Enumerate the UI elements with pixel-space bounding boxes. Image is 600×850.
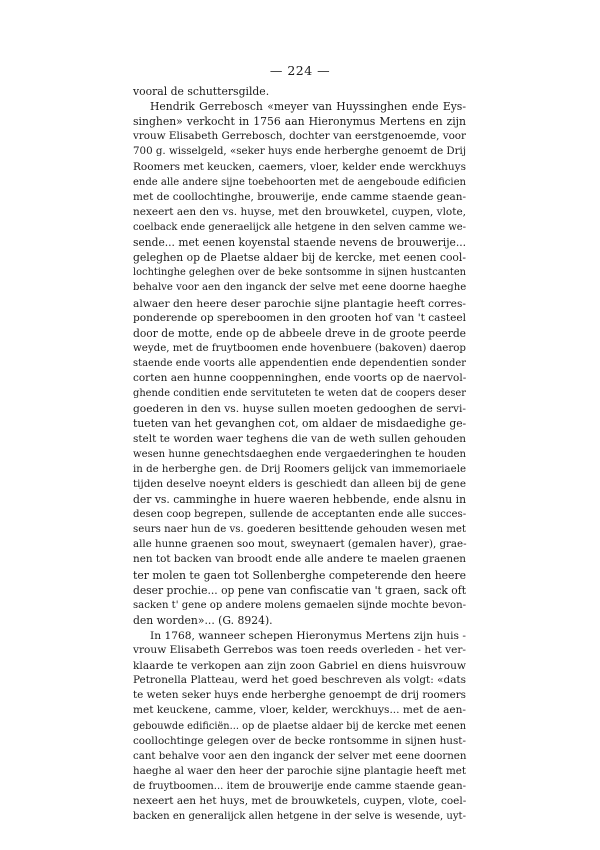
text-line: weyde, met de fruytboomen ende hovenbuere (bakoven) daerop <box>133 341 466 354</box>
text-line: sende... met eenen koyenstal staende nevens de brouwerije... <box>133 236 466 250</box>
text-line: In 1768, wanneer schepen Hieronymus Mertens zijn huis - <box>150 628 466 642</box>
text-line: geleghen op de Plaetse aldaer bij de kercke, met eenen cool- <box>133 251 466 265</box>
text-line: sacken t' gene op andere molens gemaelen sijnde mochte bevon- <box>133 599 467 611</box>
text-line: ponderende op spereboomen in den grooten hof van 't casteel <box>133 311 467 324</box>
text-line: der vs. camminghe in huere waeren hebbende, ende alsnu in <box>133 492 466 506</box>
text-line: te weten seker huys ende herberghe genoempt de drij roomers <box>133 689 466 702</box>
text-line: in de herberghe gen. de Drij Roomers gelijck van immemoriaele <box>133 463 467 475</box>
text-line: ghende conditien ende servituteten te weten dat de coopers deser <box>133 388 466 400</box>
text-line: vrouw Elisabeth Gerrebos was toen reeds overleden - het ver- <box>133 644 466 657</box>
text-line: tijden deselve noeynt elders is geschiedt dan alleen bij de gene <box>133 477 466 490</box>
page-number: — 224 — <box>269 63 331 78</box>
text-line: vrouw Elisabeth Gerrebosch, dochter van eerstgenoemde, voor <box>133 130 466 143</box>
text-line: door de motte, ende op de abbeele dreve in de groote peerde <box>133 326 466 340</box>
text-line: nexeert aen den vs. huyse, met den brouwketel, cuypen, vlote, <box>133 205 466 218</box>
body-text <box>133 84 466 824</box>
text-line: goederen in den vs. huyse sullen moeten gedooghen de servi- <box>133 402 466 416</box>
text-line: seurs naer hun de vs. goederen besittende gehouden wesen met <box>133 524 466 536</box>
text-line: lochtinghe geleghen over de beke sontsomme in sijnen hustcanten <box>133 267 466 279</box>
text-line: Petronella Platteau, werd het goed beschreven als volgt: «dats <box>133 674 466 687</box>
text-line: ende alle andere sijne toebehoorten met de aengeboude edificien <box>133 176 466 188</box>
text-line: den worden»... (G. 8924). <box>133 613 273 627</box>
text-line: nen tot backen van broodt ende alle andere te maelen graenen <box>133 553 466 566</box>
text-line: cant behalve voor aen den inganck der selver met eene doornen <box>133 750 467 762</box>
text-line: stelt te worden waer teghens die van de weth sullen gehouden <box>133 432 466 445</box>
text-line: corten aen hunne cooppenninghen, ende voorts op de naervol- <box>133 372 467 385</box>
text-line: vooral de schuttersgilde. <box>133 85 270 98</box>
text-line: klaarde te verkopen aan zijn zoon Gabriel en diens huisvrouw <box>133 659 466 673</box>
text-line: ter molen te gaen tot Sollenberghe competerende den heere <box>133 568 466 582</box>
text-line: haeghe al waer den heer der parochie sijne plantagie heeft met <box>133 764 466 777</box>
text-line: behalve voor aen den inganck der selve met eene doorne haeghe <box>133 282 467 294</box>
text-line: deser prochie... op pene van confiscatie van 't graen, sack oft <box>133 583 466 597</box>
text-line: nexeert aen het huys, met de brouwketels, cuypen, vlote, coel- <box>133 795 467 808</box>
text-line: coelback ende generaelijck alle hetgene in den selven camme we- <box>133 221 466 233</box>
text-line: backen en generalijck allen hetgene in der selve is wesende, uyt- <box>133 811 466 823</box>
text-line: met de coollochtinghe, brouwerije, ende camme staende gean- <box>133 190 466 203</box>
text-line: 700 g. wisselgeld, «seker huys ende herberghe genoemt de Drij <box>133 145 467 158</box>
text-line: coollochtinge gelegen over de becke rontsomme in sijnen hust- <box>133 734 466 747</box>
text-line: singhen» verkocht in 1756 aan Hieronymus Mertens en zijn <box>133 115 466 129</box>
text-line: Hendrik Gerrebosch «meyer van Huyssinghen ende Eys- <box>150 100 466 114</box>
text-line: met keuckene, camme, vloer, kelder, werckhuys... met de aen- <box>133 704 466 717</box>
text-line: staende ende voorts alle appendentien ende dependentien sonder <box>133 357 466 369</box>
text-line: alle hunne graenen soo mout, sweynaert (gemalen haver), grae- <box>133 538 467 551</box>
text-line: alwaer den heere deser parochie sijne plantagie heeft corres- <box>133 296 466 310</box>
text-line: desen coop begrepen, sullende de acceptanten ende alle succes- <box>133 509 467 521</box>
text-line: de fruytboomen... item de brouwerije ende camme staende gean- <box>133 781 466 793</box>
text-line: wesen hunne genechtsdaeghen ende vergaederinghen te houden <box>133 448 466 460</box>
text-line: gebouwde edificiën... op de plaetse aldaer bij de kercke met eenen <box>133 720 466 732</box>
text-line: Roomers met keucken, caemers, vloer, kelder ende werckhuys <box>133 160 466 173</box>
text-line: tueten van het gevanghen cot, om aldaer de misdaedighe ge- <box>133 417 467 431</box>
